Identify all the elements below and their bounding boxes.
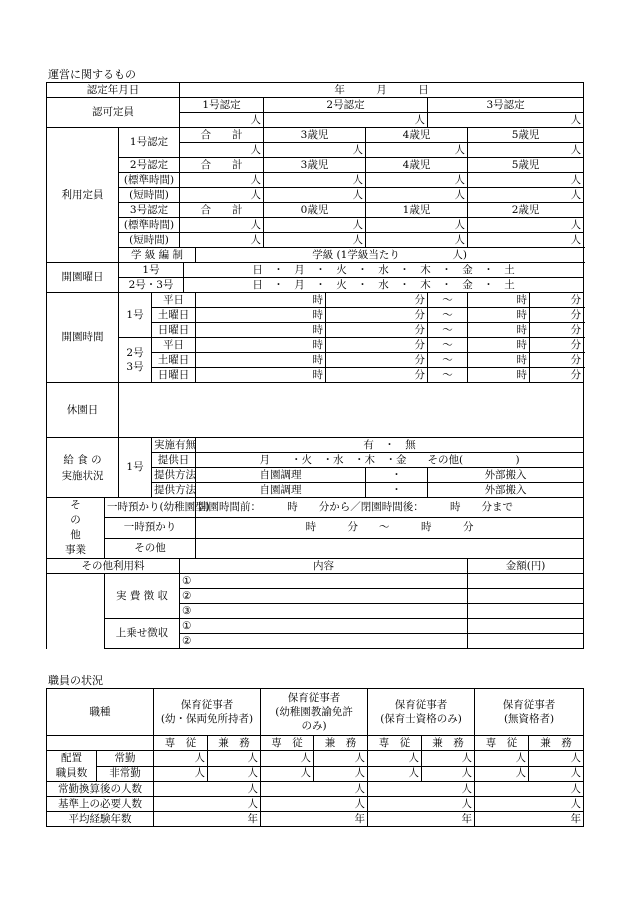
jikan-doyo: 土曜日 [152, 308, 196, 323]
jikan-heijitsu: 平日 [152, 293, 196, 308]
kyushoku-hoho-v1[interactable]: 自園調理 [196, 483, 366, 498]
riyo-a3-h: 3歳児 [264, 128, 366, 143]
kaien-days[interactable]: 日 ・ 月 ・ 火 ・ 水 ・ 木 ・ 金 ・ 土 [184, 278, 584, 293]
riyo-short: (短時間) [119, 188, 180, 203]
riyo-a1-h: 1歳児 [366, 203, 468, 218]
riyo-a0-h: 0歳児 [264, 203, 366, 218]
jikan-ji[interactable]: 時 [196, 353, 326, 368]
sonota-label: そ の 他 事業 [47, 498, 105, 559]
riyo-cell[interactable]: 人 [366, 233, 468, 248]
shokuin-cell[interactable]: 人 [529, 751, 584, 767]
jikan-fun[interactable]: 分 [530, 368, 584, 383]
ryokin-amount[interactable] [468, 619, 584, 634]
jikan-kara: 〜 [428, 323, 468, 338]
shokuin-sen: 専 従 [368, 736, 422, 751]
riyo-a4-h: 4歳児 [366, 128, 468, 143]
riyo-std: (標準時間) [119, 173, 180, 188]
ryokin-label: その他利用料 [47, 559, 180, 574]
jikan-ji[interactable]: 時 [468, 368, 530, 383]
shokuin-cell[interactable]: 人 [208, 766, 261, 782]
riyo-cell[interactable]: 人 [366, 143, 468, 158]
jikan-nichi: 日曜日 [152, 368, 196, 383]
riyo-cell[interactable]: 人 [180, 173, 264, 188]
riyo-total-h: 合 計 [180, 158, 264, 173]
kyushoku-label: 給 食 の 実施状況 [47, 438, 119, 498]
jikan-fun[interactable]: 分 [530, 323, 584, 338]
ryokin-item[interactable]: ① [180, 619, 468, 634]
kyushoku-umu: 実施有無 [152, 438, 196, 453]
ryokin-amount[interactable] [468, 634, 584, 649]
shokuin-cell[interactable]: 人 [261, 782, 368, 797]
riyo-cell[interactable]: 人 [180, 188, 264, 203]
sonota-r2-v[interactable]: 時 分 〜 時 分 [196, 518, 584, 538]
jikan-ji[interactable]: 時 [468, 323, 530, 338]
kyushoku-hoho-v2[interactable]: 外部搬入 [428, 468, 584, 483]
ninka-h2: 2号認定 [264, 98, 428, 113]
shokuin-hijokin: 非常勤 [97, 766, 154, 782]
riyo-cell[interactable]: 人 [264, 233, 366, 248]
shokuin-cell[interactable]: 人 [314, 766, 368, 782]
riyo-cell[interactable]: 人 [468, 188, 584, 203]
kyushoku-dot: ・ [366, 468, 428, 483]
riyo-cell[interactable]: 人 [180, 218, 264, 233]
riyo-cell[interactable]: 人 [366, 173, 468, 188]
shokuin-h4: 保育従事者 (無資格者) [475, 689, 584, 736]
shokuin-cell[interactable]: 人 [368, 751, 422, 767]
jikan-fun[interactable]: 分 [530, 308, 584, 323]
jikan-fun[interactable]: 分 [326, 323, 428, 338]
ninka-h3: 3号認定 [428, 98, 584, 113]
shokuin-cell[interactable]: 年 [475, 812, 584, 827]
ryokin-spacer [47, 574, 105, 649]
jikan-fun[interactable]: 分 [326, 293, 428, 308]
ninka-label: 認可定員 [47, 98, 180, 128]
ninka-h1: 1号認定 [180, 98, 264, 113]
jikan-ji[interactable]: 時 [196, 338, 326, 353]
jikan-nichi: 日曜日 [152, 323, 196, 338]
shokuin-cell[interactable]: 人 [475, 766, 529, 782]
kyuen-value[interactable] [119, 383, 584, 438]
kyushoku-bi: 提供日 [152, 453, 196, 468]
shokuin-kijun: 基準上の必要人数 [47, 797, 154, 812]
ninteibi-value[interactable]: 年 月 日 [180, 83, 584, 98]
shokuin-cell[interactable]: 人 [154, 797, 261, 812]
jikan-doyo: 土曜日 [152, 353, 196, 368]
riyo-a2-h: 2歳児 [468, 203, 584, 218]
shokuin-jokin: 常勤 [97, 751, 154, 767]
kyuen-label: 休園日 [47, 383, 119, 438]
shokuin-ken: 兼 務 [314, 736, 368, 751]
shokuin-sen: 専 従 [261, 736, 314, 751]
riyo-cell[interactable]: 人 [366, 188, 468, 203]
jikan-fun[interactable]: 分 [326, 368, 428, 383]
jikan-fun[interactable]: 分 [530, 353, 584, 368]
ryokin-amount[interactable] [468, 589, 584, 604]
kyushoku-hoho-v2[interactable]: 外部搬入 [428, 483, 584, 498]
shokuin-ken: 兼 務 [422, 736, 475, 751]
jikan-ji[interactable]: 時 [196, 293, 326, 308]
jikan-kara: 〜 [428, 308, 468, 323]
sonota-r3-v[interactable] [196, 538, 584, 558]
ninka-v1[interactable]: 人 [180, 113, 264, 128]
jikan-label: 開園時間 [47, 293, 119, 383]
shokuin-cell[interactable]: 年 [154, 812, 261, 827]
riyo-a5-h: 5歳児 [468, 128, 584, 143]
shokuin-cell[interactable]: 人 [154, 766, 208, 782]
riyo-short: (短時間) [119, 233, 180, 248]
riyo-total-h: 合 計 [180, 128, 264, 143]
jikan-kara: 〜 [428, 368, 468, 383]
shokuin-cell[interactable]: 人 [261, 766, 314, 782]
riyo-label: 利用定員 [47, 128, 119, 263]
shokuin-cell[interactable]: 人 [261, 797, 368, 812]
kyushoku-dot: ・ [366, 483, 428, 498]
shokuin-h3: 保育従事者 (保育士資格のみ) [368, 689, 475, 736]
jikan-ji[interactable]: 時 [196, 308, 326, 323]
riyo-cell[interactable]: 人 [264, 218, 366, 233]
shokuin-cell[interactable]: 人 [261, 751, 314, 767]
shokuin-kansan: 常勤換算後の人数 [47, 782, 154, 797]
kyushoku-hoho-v1[interactable]: 自園調理 [196, 468, 366, 483]
jikan-fun[interactable]: 分 [530, 338, 584, 353]
ryokin-item[interactable]: ② [180, 634, 468, 649]
ryokin-kingaku: 金額(円) [468, 559, 584, 574]
kaien-r1: 1号 [119, 263, 184, 278]
shokuin-cell[interactable]: 人 [154, 751, 208, 767]
shokuin-h2: 保育従事者 (幼稚園教諭免許 のみ) [261, 689, 368, 736]
staff-table [46, 688, 584, 827]
section-title-staff: 職員の状況 [48, 674, 103, 687]
sonota-r3: その他 [105, 538, 196, 558]
jikan-g1: 1号 [119, 293, 152, 338]
riyo-g3: 3号認定 [119, 203, 180, 218]
sonota-r2: 一時預かり [105, 518, 196, 538]
jikan-ji[interactable]: 時 [468, 308, 530, 323]
jikan-ji[interactable]: 時 [196, 323, 326, 338]
shokuin-cell[interactable]: 人 [368, 797, 475, 812]
shokuin-cell[interactable]: 人 [475, 782, 584, 797]
section-title-operation: 運営に関するもの [48, 68, 136, 81]
kyushoku-hoho: 提供方法 [152, 483, 196, 498]
jikan-fun[interactable]: 分 [326, 308, 428, 323]
sonota-r1: 一時預かり(幼稚園型) [105, 498, 196, 518]
jikan-kara: 〜 [428, 353, 468, 368]
riyo-cell[interactable]: 人 [180, 143, 264, 158]
shokuin-cell[interactable]: 人 [529, 766, 584, 782]
ryokin-amount[interactable] [468, 604, 584, 619]
shokuin-cell[interactable]: 人 [422, 751, 475, 767]
jikan-fun[interactable]: 分 [326, 353, 428, 368]
riyo-cell[interactable]: 人 [468, 143, 584, 158]
shokuin-cell[interactable]: 人 [422, 766, 475, 782]
shokuin-keiken: 平均経験年数 [47, 812, 154, 827]
jikan-g23: 2号 3号 [119, 338, 152, 383]
shokuin-cell[interactable]: 人 [154, 782, 261, 797]
jikan-fun[interactable]: 分 [326, 338, 428, 353]
ninka-v2[interactable]: 人 [264, 113, 428, 128]
shokuin-cell[interactable]: 人 [368, 766, 422, 782]
sonota-r1-v[interactable]: 開園時間前： 時 分から／閉園時間後： 時 分まで [196, 498, 584, 518]
riyo-a4-h: 4歳児 [366, 158, 468, 173]
ninteibi-label: 認定年月日 [47, 83, 180, 98]
riyo-a3-h: 3歳児 [264, 158, 366, 173]
jikan-ji[interactable]: 時 [468, 353, 530, 368]
shokuin-blank [47, 736, 154, 751]
riyo-cell[interactable]: 人 [264, 173, 366, 188]
ryokin-item[interactable]: ① [180, 574, 468, 589]
ryokin-item[interactable]: ③ [180, 604, 468, 619]
riyo-cell[interactable]: 人 [468, 173, 584, 188]
shokuin-cell[interactable]: 年 [261, 812, 368, 827]
riyo-cell[interactable]: 人 [180, 233, 264, 248]
jikan-ji[interactable]: 時 [468, 293, 530, 308]
gakkyu-label: 学 級 編 制 [119, 248, 196, 263]
shokuin-label: 職種 [47, 689, 154, 736]
kaien-r2: 2号・3号 [119, 278, 184, 293]
ryokin-item[interactable]: ② [180, 589, 468, 604]
shokuin-ken: 兼 務 [208, 736, 261, 751]
shokuin-cell[interactable]: 人 [368, 782, 475, 797]
kyushoku-hoho: 提供方法 [152, 468, 196, 483]
shokuin-cell[interactable]: 年 [368, 812, 475, 827]
shokuin-ken: 兼 務 [529, 736, 584, 751]
kyushoku-g: 1号 [119, 438, 152, 498]
kyushoku-bi-v[interactable]: 月 ・火 ・水 ・木 ・金 その他( ) [196, 453, 584, 468]
kyushoku-umu-v[interactable]: 有 ・ 無 [196, 438, 584, 453]
jikan-kara: 〜 [428, 338, 468, 353]
gakkyu-value[interactable]: 学級 (1学級当たり 人) [196, 248, 584, 263]
shokuin-cell[interactable]: 人 [314, 751, 368, 767]
shokuin-cell[interactable]: 人 [475, 751, 529, 767]
riyo-cell[interactable]: 人 [468, 218, 584, 233]
ryokin-uwanose: 上乗せ徴収 [105, 619, 180, 649]
jikan-kara: 〜 [428, 293, 468, 308]
kaien-days[interactable]: 日 ・ 月 ・ 火 ・ 水 ・ 木 ・ 金 ・ 土 [184, 263, 584, 278]
riyo-cell[interactable]: 人 [264, 143, 366, 158]
jikan-fun[interactable]: 分 [530, 293, 584, 308]
shokuin-haichi: 配置 職員数 [47, 751, 97, 782]
riyo-g2: 2号認定 [119, 158, 180, 173]
shokuin-cell[interactable]: 人 [475, 797, 584, 812]
ninka-v3[interactable]: 人 [428, 113, 584, 128]
shokuin-cell[interactable]: 人 [208, 751, 261, 767]
ryokin-amount[interactable] [468, 574, 584, 589]
jikan-ji[interactable]: 時 [196, 368, 326, 383]
shokuin-sen: 専 従 [475, 736, 529, 751]
riyo-a5-h: 5歳児 [468, 158, 584, 173]
riyo-g1: 1号認定 [119, 128, 180, 158]
riyo-std: (標準時間) [119, 218, 180, 233]
ryokin-naiyo: 内容 [180, 559, 468, 574]
jikan-heijitsu: 平日 [152, 338, 196, 353]
riyo-cell[interactable]: 人 [366, 218, 468, 233]
shokuin-sen: 専 従 [154, 736, 208, 751]
riyo-total-h: 合 計 [180, 203, 264, 218]
jikan-ji[interactable]: 時 [468, 338, 530, 353]
shokuin-h1: 保育従事者 (幼・保両免所持者) [154, 689, 261, 736]
riyo-cell[interactable]: 人 [468, 233, 584, 248]
kaien-label: 開園曜日 [47, 263, 119, 293]
riyo-cell[interactable]: 人 [264, 188, 366, 203]
operation-table [46, 82, 584, 649]
ryokin-jippi: 実 費 徴 収 [105, 574, 180, 619]
